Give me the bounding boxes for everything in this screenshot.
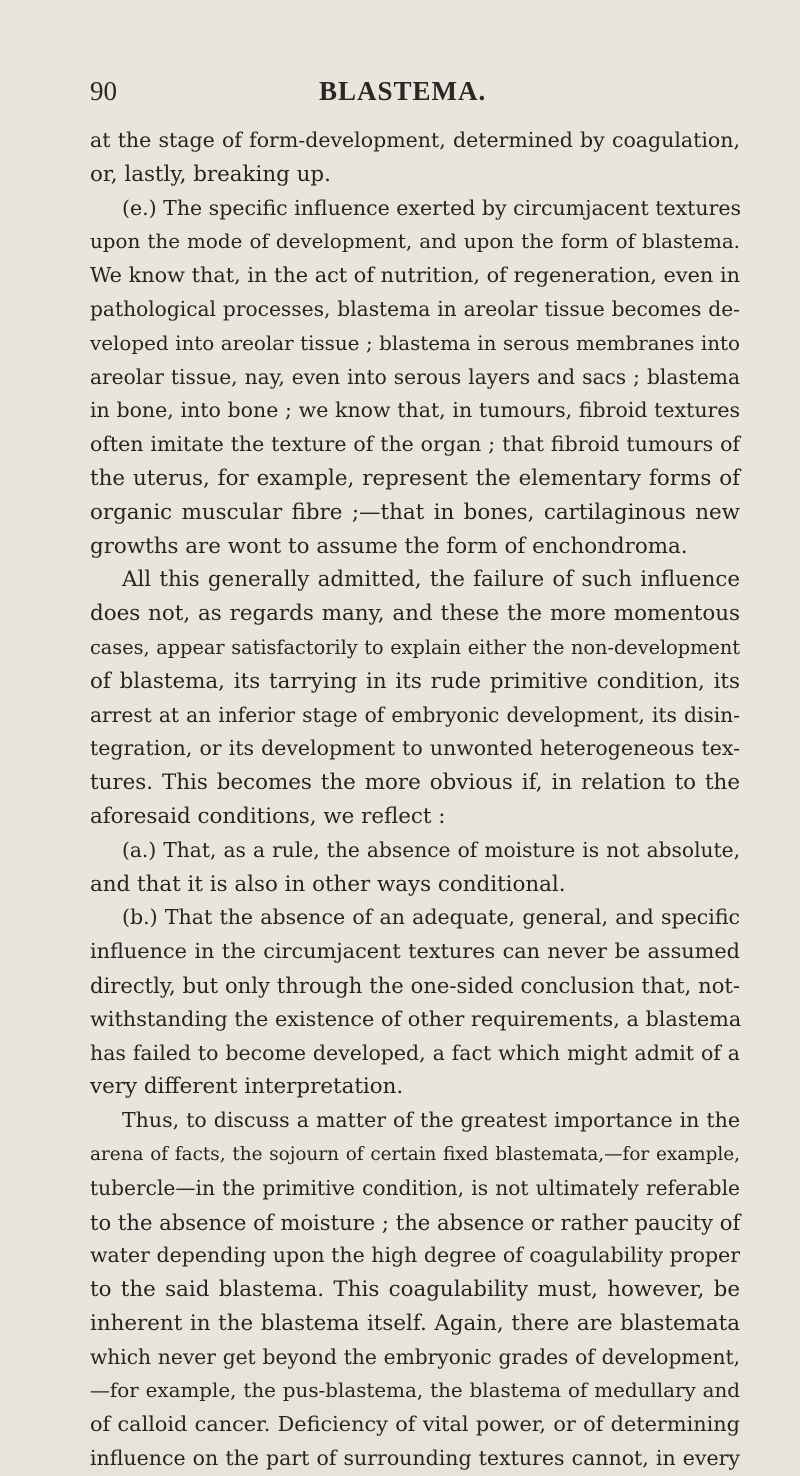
- text-line: organic muscular fibre ;—that in bones, cartilaginous new: [90, 499, 740, 525]
- text-line: or, lastly, breaking up.: [90, 161, 331, 187]
- text-line: (e.) The specific influence exerted by circumjacent textures: [122, 195, 742, 220]
- text-line: the uterus, for example, represent the elementary forms of: [90, 465, 740, 491]
- text-line: and that it is also in other ways conditional.: [90, 871, 566, 897]
- text-line: growths are wont to assume the form of enchondroma.: [90, 533, 688, 559]
- text-line: at the stage of form-development, determined by coagulation,: [90, 128, 740, 152]
- running-head: BLASTEMA.: [319, 76, 487, 106]
- text-line: (a.) That, as a rule, the absence of moisture is not absolute,: [122, 837, 740, 862]
- page-number: 90: [90, 76, 117, 106]
- text-line: to the said blastema. This coagulability must, however, be: [90, 1277, 740, 1303]
- text-line: water depending upon the high degree of coagulability proper: [90, 1243, 740, 1268]
- text-line: which never get beyond the embryonic grades of development,: [90, 1344, 740, 1369]
- text-line: All this generally admitted, the failure of such influence: [122, 567, 740, 593]
- text-line: We know that, in the act of nutrition, of regeneration, even in: [90, 263, 740, 288]
- text-line: to the absence of moisture ; the absence or rather paucity of: [90, 1209, 741, 1235]
- text-line: areolar tissue, nay, even into serous layers and sacs ; blastema: [90, 364, 740, 389]
- text-line: often imitate the texture of the organ ; that fibroid tumours of: [90, 432, 740, 457]
- text-line: upon the mode of development, and upon the form of blastema.: [90, 230, 740, 254]
- text-line: arena of facts, the sojourn of certain fixed blastemata,—for example,: [90, 1143, 740, 1165]
- text-line: very different interpretation.: [90, 1074, 404, 1100]
- text-line: tubercle—in the primitive condition, is not ultimately referable: [90, 1175, 740, 1200]
- text-line: veloped into areolar tissue ; blastema in serous membranes into: [90, 331, 740, 355]
- text-line: does not, as regards many, and these the more momentous: [90, 601, 740, 627]
- text-line: pathological processes, blastema in areolar tissue becomes de-: [90, 296, 740, 321]
- page-header: [90, 76, 740, 116]
- text-line: aforesaid conditions, we reflect :: [90, 803, 446, 829]
- text-line: of blastema, its tarrying in its rude primitive condition, its: [90, 668, 740, 694]
- text-line: of calloid cancer. Deficiency of vital power, or of determining: [90, 1412, 740, 1437]
- text-line: influence on the part of surrounding textures cannot, in every: [90, 1446, 740, 1471]
- text-line: influence in the circumjacent textures can never be assumed: [90, 939, 740, 964]
- text-line: cases, appear satisfactorily to explain either the non-development: [90, 635, 740, 659]
- text-line: in bone, into bone ; we know that, in tumours, fibroid textures: [90, 398, 740, 423]
- text-line: tures. This becomes the more obvious if, in relation to the: [90, 770, 740, 796]
- text-line: directly, but only through the one-sided conclusion that, not-: [90, 972, 740, 998]
- text-line: Thus, to discuss a matter of the greatest importance in the: [122, 1108, 740, 1133]
- text-line: has failed to become developed, a fact which might admit of a: [90, 1040, 740, 1065]
- text-line: (b.) That the absence of an adequate, general, and specific: [122, 905, 740, 930]
- text-line: tegration, or its development to unwonted heterogeneous tex-: [90, 736, 740, 761]
- body-text: [90, 124, 740, 1476]
- text-line: arrest at an inferior stage of embryonic development, its disin-: [90, 702, 740, 727]
- text-line: withstanding the existence of other requirements, a blastema: [90, 1006, 742, 1031]
- text-line: inherent in the blastema itself. Again, there are blastemata: [90, 1310, 740, 1336]
- text-line: —for example, the pus-blastema, the blastema of medullary and: [90, 1379, 740, 1403]
